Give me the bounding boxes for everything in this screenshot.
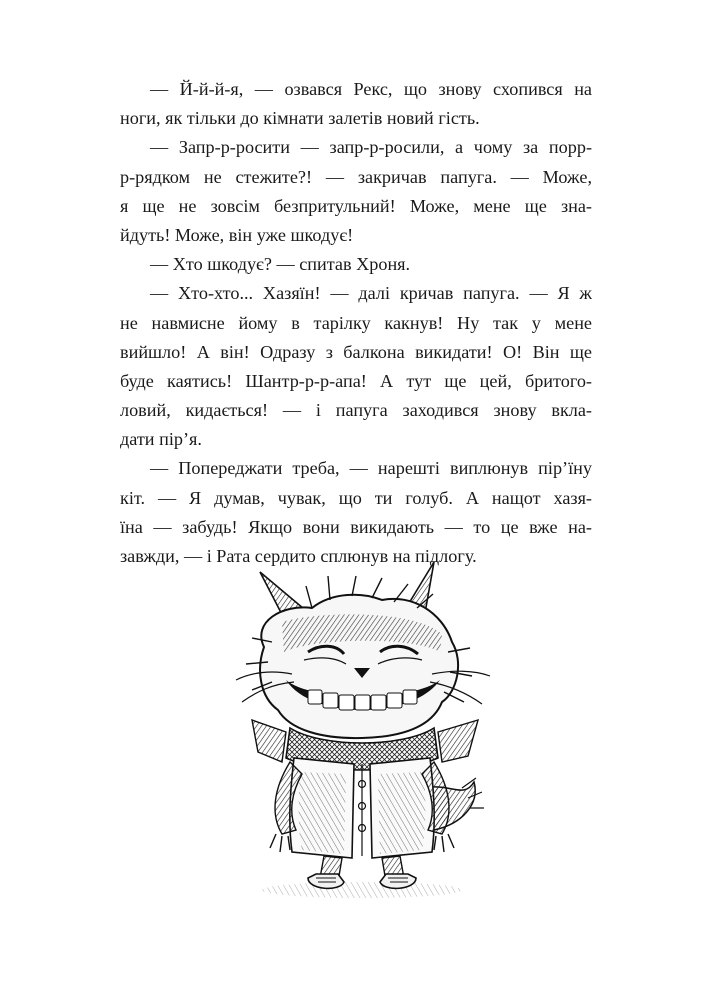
text-line: вийшло! А він! Одразу з балкона викидати! О! Він ще [120,341,592,362]
text-line: — Хто-хто... Хазяїн! — далі кричав папуга. — Я ж [150,283,592,304]
text-block [120,75,592,571]
text-line: — Запр-р-росити — запр-р-росили, а чому за порр- [150,137,592,158]
text-line: дати пір’я. [120,429,202,450]
text-line: ловий, кидається! — і папуга заходився знову вкла- [120,400,592,421]
text-line: — Хто шкодує? — спитав Хроня. [150,254,411,275]
text-line: я ще не зовсім безпритульний! Може, мене ще зна- [120,195,592,216]
cape-right [438,720,478,762]
left-claws [270,834,290,852]
grinning-cat-in-coat-illustration [212,552,512,904]
text-line: їна — забудь! Якщо вони викидають — то це вже на- [120,516,592,537]
text-line: — Й-й-й-я, — озвався Рекс, що знову схопився на [150,79,592,99]
text-line: не навмисне йому в тарілку какнув! Ну так у мене [120,312,592,333]
cape-left [252,720,286,762]
text-line: — Попереджати треба, — нарешті виплюнув пір’їну [150,458,592,479]
text-line: кіт. — Я думав, чувак, що ти голуб. А нащот хазя- [120,487,592,508]
right-claws [434,834,454,852]
text-line: завжди, — і Рата сердито сплюнув на підлогу. [120,546,477,566]
text-line: р-рядком не стежите?! — закричав папуга. — Може, [120,166,592,187]
text-line: йдуть! Може, він уже шкодує! [120,224,354,245]
text-line: буде каятись! Шантр-р-р-апа! А тут ще цей, бритого- [120,370,592,391]
text-line: ноги, як тільки до кімнати залетів новий гість. [120,108,480,129]
ground-shadow [262,882,462,898]
